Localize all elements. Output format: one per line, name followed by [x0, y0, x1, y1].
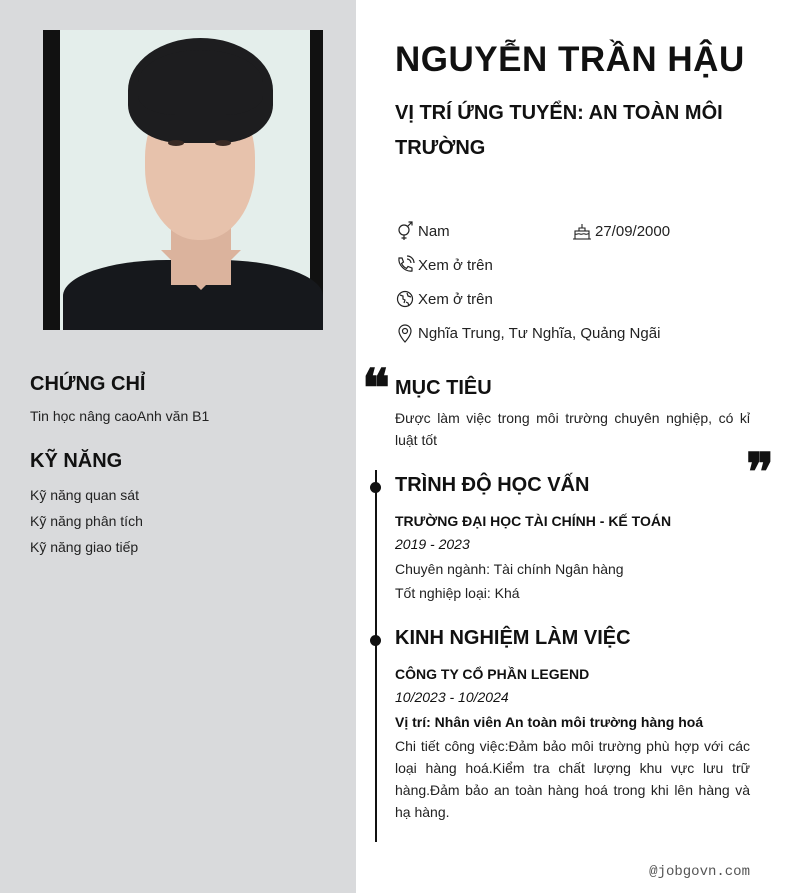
education-grade: Tốt nghiệp loại: Khá [395, 585, 520, 601]
education-title: TRÌNH ĐỘ HỌC VẤN [395, 474, 590, 496]
address-info [395, 323, 660, 343]
certificates-text: Tin học nâng caoAnh văn B1 [30, 408, 210, 424]
candidate-name: NGUYỄN TRẦN HẬU [395, 40, 745, 79]
website-info [395, 289, 493, 309]
skills-title: KỸ NĂNG [30, 450, 123, 472]
phone-icon [395, 255, 415, 275]
phone-value: Xem ở trên [418, 256, 493, 274]
experience-details: Chi tiết công việc:Đảm bảo môi trường phù hợp với các loại hàng hoá.Kiểm tra chất lượng khu vực lưu trữ hàng.Đảm bảo an toàn hàng hoá trong khi lên hàng và hạ hàng. [395, 738, 750, 820]
skill-item: Kỹ năng giao tiếp [30, 539, 139, 555]
globe-icon [395, 289, 415, 309]
education-major: Chuyên ngành: Tài chính Ngân hàng [395, 561, 624, 577]
quote-close-icon: ❞ [746, 442, 774, 503]
gender-value: Nam [418, 222, 450, 240]
timeline-dot [370, 482, 381, 493]
website-value: Xem ở trên [418, 290, 493, 308]
applied-position: VỊ TRÍ ỨNG TUYỂN: AN TOÀN MÔI TRƯỜNG [395, 102, 723, 159]
education-period: 2019 - 2023 [395, 536, 470, 552]
skill-item: Kỹ năng phân tích [30, 513, 143, 529]
address-value: Nghĩa Trung, Tư Nghĩa, Quảng Ngãi [418, 324, 661, 342]
gender-icon [395, 221, 415, 241]
experience-role: Vị trí: Nhân viên An toàn môi trường hàng hoá [395, 714, 704, 730]
birthday-cake-icon [572, 221, 592, 241]
profile-photo [43, 30, 323, 330]
timeline-dot [370, 635, 381, 646]
sidebar [0, 0, 356, 893]
timeline-line [375, 470, 377, 842]
gender-info [395, 221, 450, 241]
school-name: TRƯỜNG ĐẠI HỌC TÀI CHÍNH - KẾ TOÁN [395, 513, 672, 529]
birthday-value: 27/09/2000 [595, 222, 671, 240]
certificates-title: CHỨNG CHỈ [30, 373, 146, 395]
experience-period: 10/2023 - 10/2024 [395, 689, 509, 705]
location-pin-icon [395, 323, 415, 343]
birthday-info [572, 221, 670, 241]
company-name: CÔNG TY CỔ PHẦN LEGEND [395, 666, 590, 682]
skill-item: Kỹ năng quan sát [30, 487, 139, 503]
objective-text: Được làm việc trong môi trường chuyên nghiệp, có kỉ luật tốt [395, 410, 750, 448]
watermark: @jobgovn.com [649, 864, 750, 880]
phone-info [395, 255, 493, 275]
quote-open-icon: ❝ [362, 358, 390, 419]
experience-title: KINH NGHIỆM LÀM VIỆC [395, 627, 631, 649]
objective-title: MỤC TIÊU [395, 377, 492, 399]
